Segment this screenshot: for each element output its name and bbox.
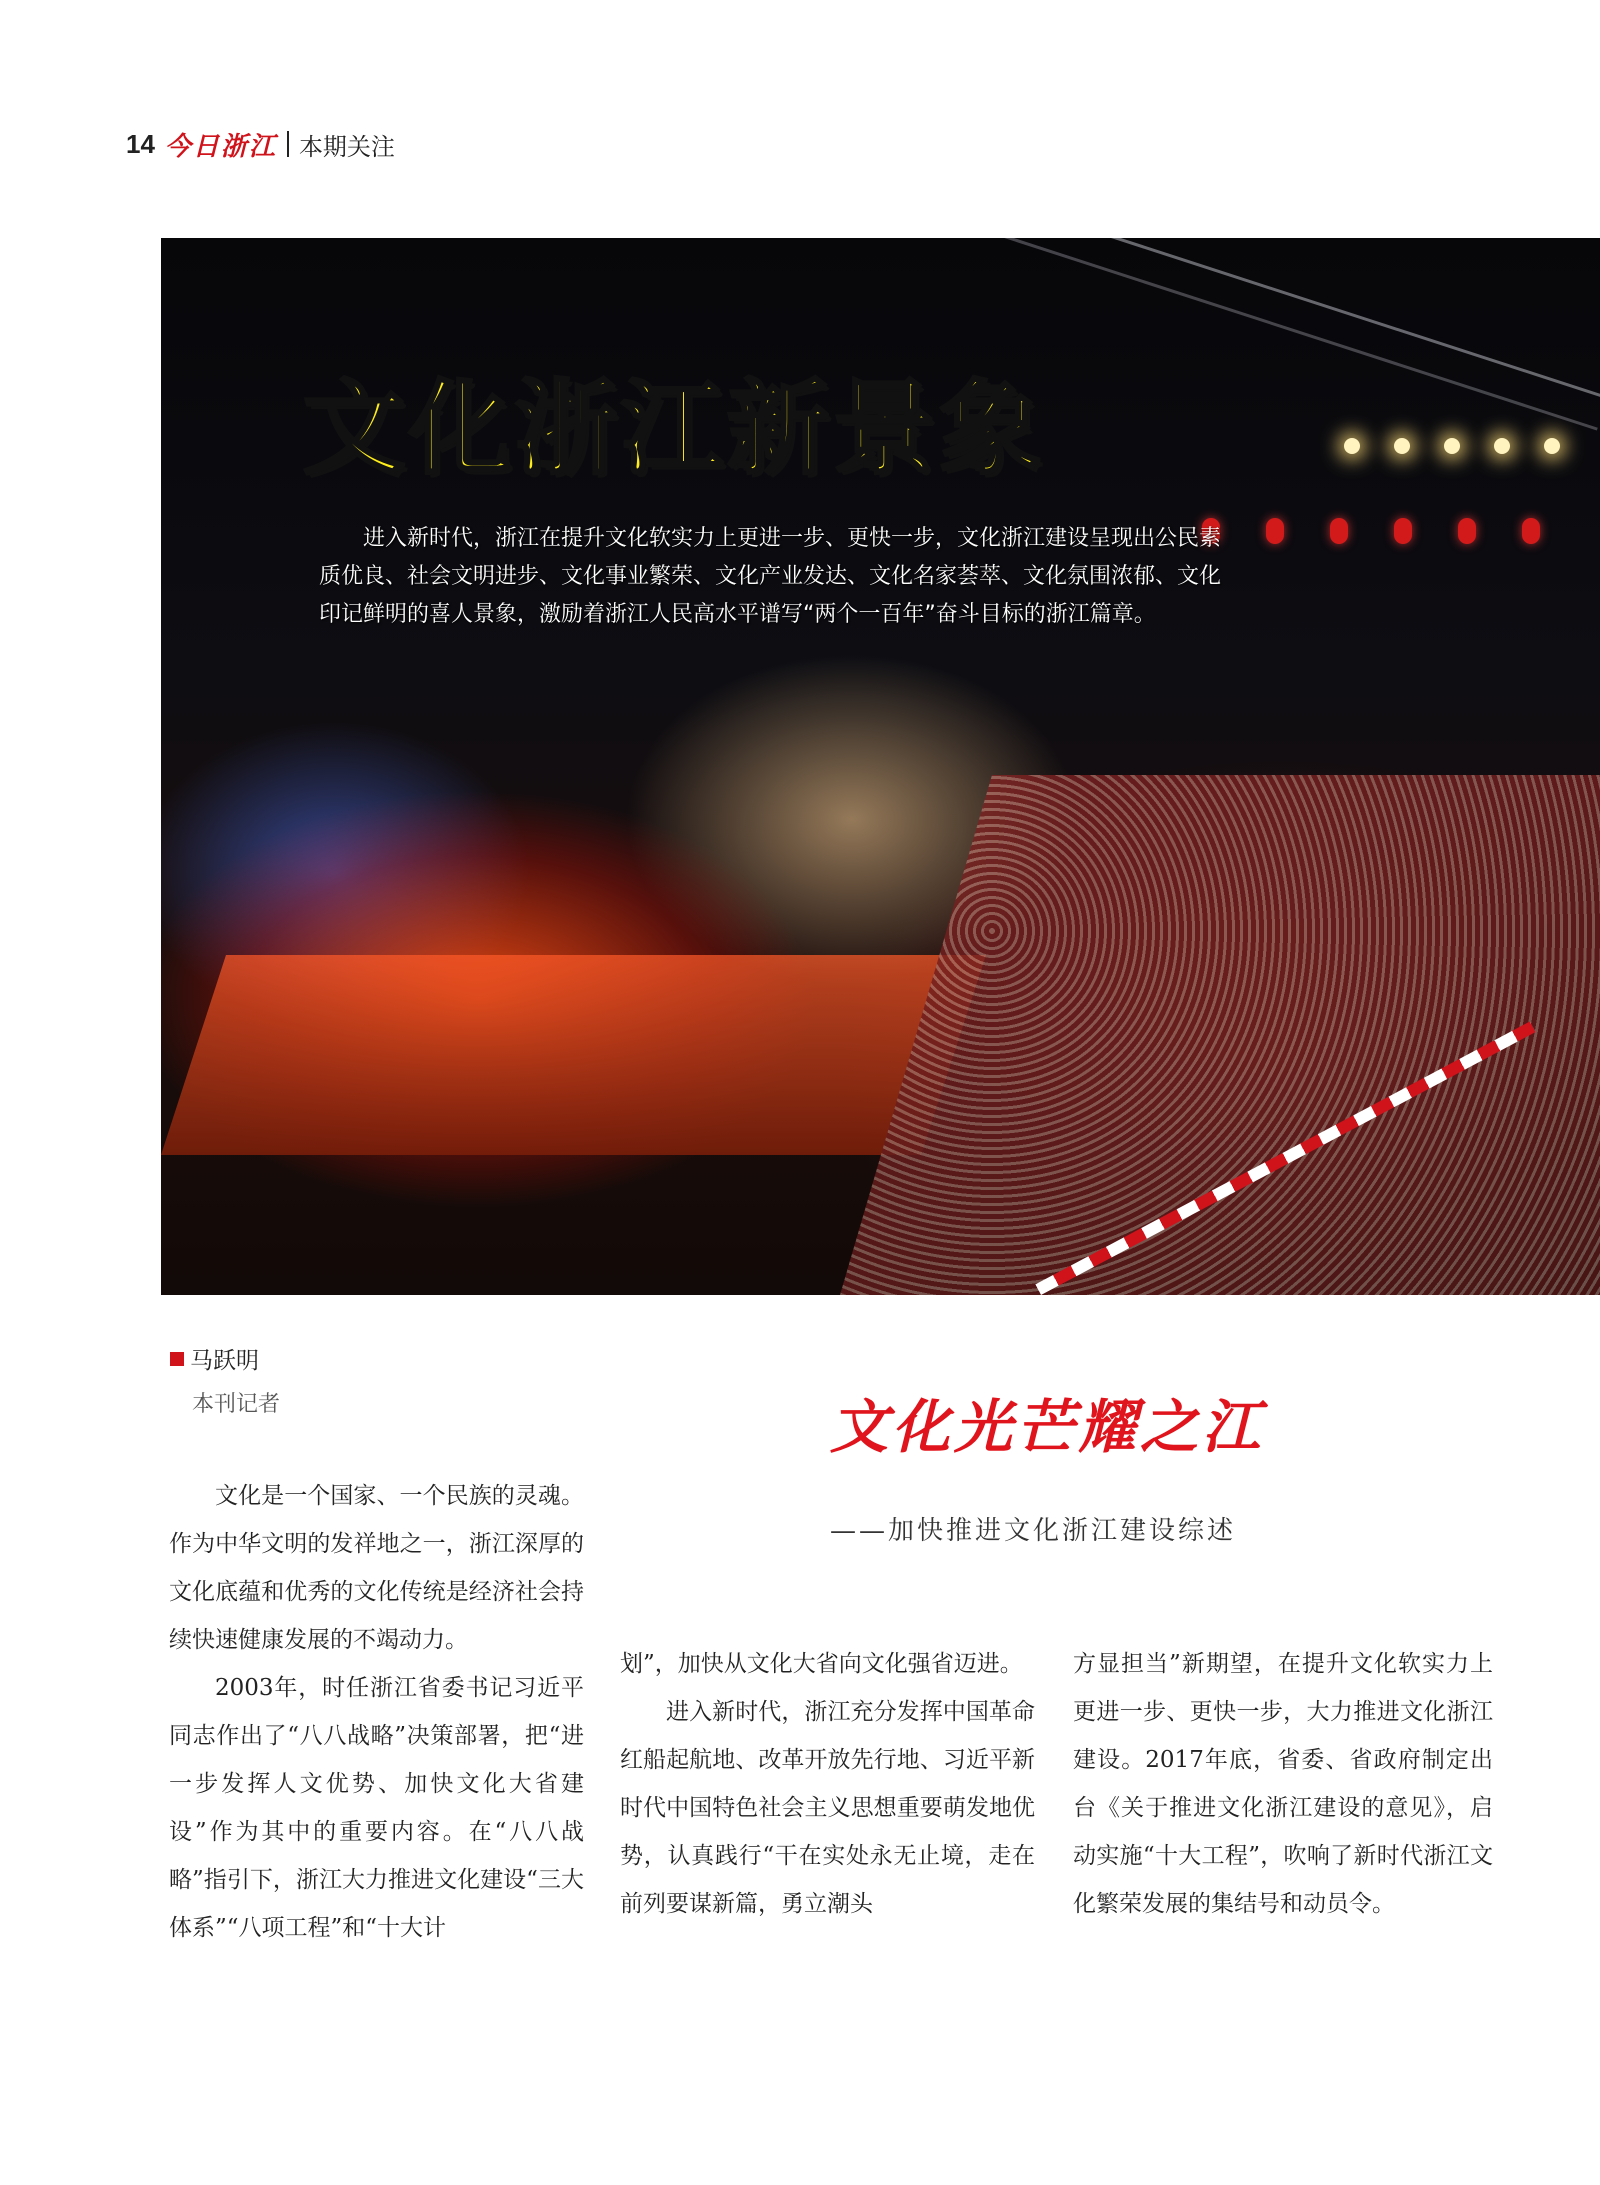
red-square-icon	[170, 1352, 184, 1366]
lantern	[1458, 518, 1476, 544]
audience-seating	[840, 775, 1600, 1295]
lantern	[1522, 518, 1540, 544]
lantern	[1266, 518, 1284, 544]
section-label: 本期关注	[298, 132, 395, 161]
hero-lead: 进入新时代，浙江在提升文化软实力上更进一步、更快一步，文化浙江建设呈现出公民素质优良、社会文明进步、文化事业繁荣、文化产业发达、文化名家荟萃、文化氛围浓郁、文化印记鲜明的喜人景象，激励着浙江人民高水平谱写“两个一百年”奋斗目标的浙江篇章。	[319, 526, 1222, 627]
article-subtitle: ——加快推进文化浙江建设综述	[830, 1516, 1237, 1546]
author-line	[170, 1342, 280, 1375]
header-divider	[287, 131, 289, 157]
paragraph: 文化是一个国家、一个民族的灵魂。作为中华文明的发祥地之一，浙江深厚的文化底蕴和优秀的文化传统是经济社会持续快速健康发展的不竭动力。	[169, 1483, 584, 1653]
article-column-1	[169, 1472, 584, 1952]
masthead-logo: 今日浙江	[164, 131, 277, 162]
lantern	[1394, 518, 1412, 544]
paragraph: 2003年，时任浙江省委书记习近平同志作出了“八八战略”决策部署，把“进一步发挥人文优势、加快文化大省建设”作为其中的重要内容。在“八八战略”指引下，浙江大力推进文化建设“三大体系”“八项工程”和“十大计	[169, 1675, 584, 1941]
hero-title: 文化浙江新景象	[303, 370, 1045, 489]
paragraph: 方显担当”新期望，在提升文化软实力上更进一步、更快一步，大力推进文化浙江建设。2017年底，省委、省政府制定出台《关于推进文化浙江建设的意见》，启动实施“十大工程”，吹响了新时代浙江文化繁荣发展的集结号和动员令。	[1073, 1651, 1493, 1917]
article-column-2	[620, 1640, 1035, 1928]
lantern	[1330, 518, 1348, 544]
page-number: 14	[126, 128, 155, 159]
spotlight	[1444, 438, 1460, 454]
red-lanterns	[1202, 518, 1540, 544]
spotlight	[1394, 438, 1410, 454]
author-name: 马跃明	[190, 1348, 259, 1374]
byline	[170, 1342, 280, 1418]
article-column-3	[1073, 1640, 1493, 1928]
author-role: 本刊记者	[192, 1392, 281, 1417]
page-header	[126, 124, 395, 164]
spotlight	[1544, 438, 1560, 454]
stage-area	[161, 955, 986, 1155]
spotlight	[1494, 438, 1510, 454]
article-title: 文化光芒耀之江	[830, 1393, 1265, 1461]
spotlight	[1344, 438, 1360, 454]
hero-photo	[161, 238, 1600, 1295]
paragraph: 进入新时代，浙江充分发挥中国革命红船起航地、改革开放先行地、习近平新时代中国特色社会主义思想重要萌发地优势，认真践行“干在实处永无止境，走在前列要谋新篇，勇立潮头	[620, 1699, 1035, 1917]
paragraph: 划”，加快从文化大省向文化强省迈进。	[620, 1651, 1023, 1677]
stage-lights	[1344, 438, 1560, 454]
